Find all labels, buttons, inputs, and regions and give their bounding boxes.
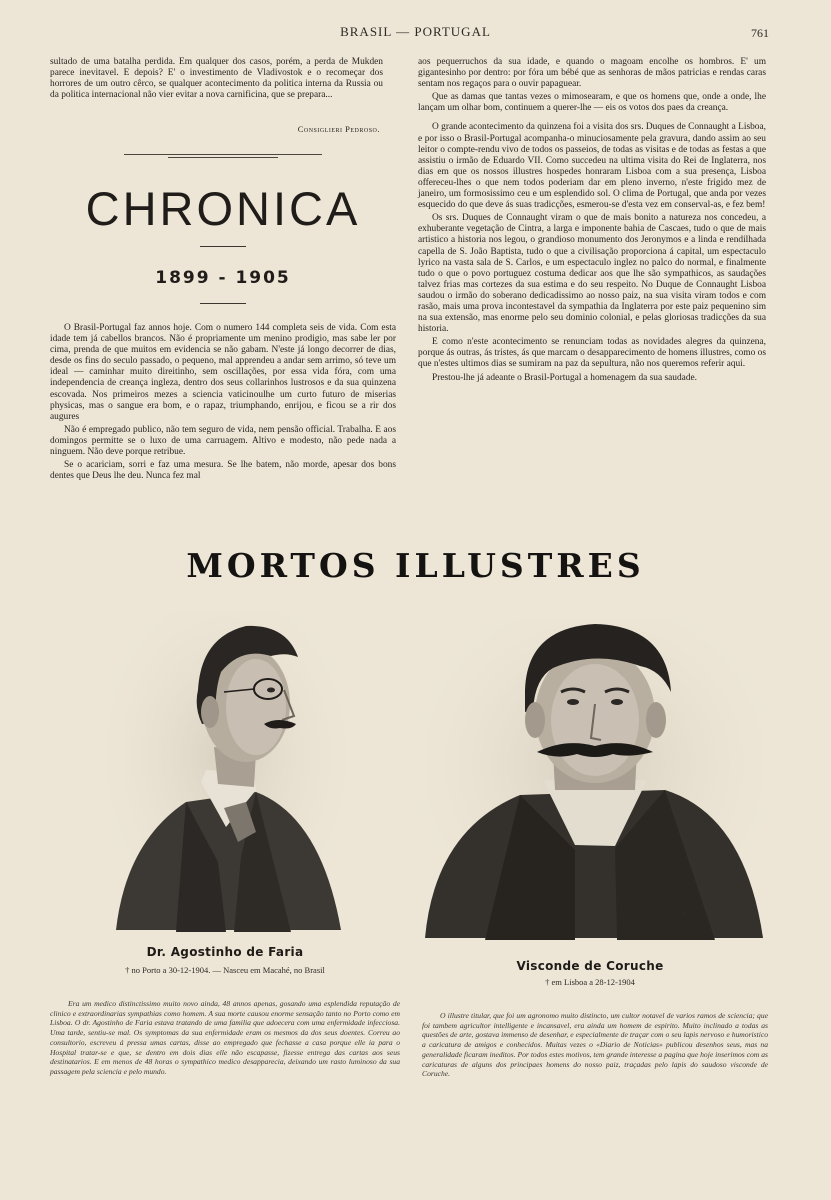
- right-paragraph: Que as damas que tantas vezes o mimosearam, e que os homens que, onde a onde, lhe lançam um olhar bom, continuem a querer-lhe — eis os votos dos paes da creança.: [418, 92, 766, 114]
- right-paragraph: aos pequerruchos da sua idade, e quando o magoam encolhe os hombros. E' um gigantesinho por dentro: por fóra um bébé que as senhoras de mãos patricias e rendas caras sentam nos regaços para o ouvir papaguear.: [418, 57, 766, 90]
- caption-name-left: Dr. Agostinho de Faria: [146, 945, 304, 959]
- caption-name-right: Visconde de Coruche: [516, 959, 664, 973]
- bio-text-right: O illustre titular, que foi um agronomo muito distincto, um cultor notavel de varios ramos de sciencia; que foi tambem agricultor intelligente e incansavel, era ainda um homem de espirito. Muito inclinado a todas as questões de arte, gostava immenso de desenhar, e especialmente de traçar com o seu lapis nervoso e humoristico a caricatura de amigos e conhecidos. Muitas vezes o «Diario de Noticias» publicou desenhos seus, mas na generalidade ficaram ineditos. Por todos estes motivos, tem grande interesse a pagina que hoje inserimos com as caricaturas de alguns dos principaes homens do nosso paiz, traçadas pelo lapis do saudoso visconde de Coruche.: [422, 1011, 768, 1079]
- chronica-paragraph: Se o acariciam, sorri e faz uma mesura. Se lhe batem, não morde, apesar dos bons dentes que Deus lhe deu. Nunca fez mal: [50, 460, 396, 482]
- right-paragraph: E como n'este acontecimento se renunciam todas as novidades alegres da quinzena, porque ás outras, ás tristes, ás que marcam o desapparecimento de homens illustres, como os que n'estes ultimos dias se sumiram na paz da sepultura, não nos queremos referir aqui.: [418, 337, 766, 370]
- page-number: 761: [751, 26, 769, 40]
- right-paragraph: O grande acontecimento da quinzena foi a visita dos srs. Duques de Connaught a Lisboa, e por isso o Brasil-Portugal acompanha-o minuciosamente pela gravura, dando assim ao seu leitor o compte-rendu vivo de todos os passeios, de todas as visitas e de todas as festas a que assistiu o irmão de Eduardo VII. Como succedeu na ultima visita do Rei de Inglaterra, nos dias em que os nossos illustres hospedes honraram Lisboa com a sua presença, Lisboa offereceu-lhes o que nem todos poderiam dar em pleno inverno, n'este frigido mez de janeiro, um formosissimo ceu e um esplendido sol. O clima de Portugal, que anda por vezes esquecido do que deve ás suas tradicções, esmerou-se d'esta vez em conserval-as, e fez bem!: [418, 122, 766, 211]
- portrait-agostinho-de-faria: [106, 612, 346, 932]
- mortos-illustres-title: MORTOS ILLUSTRES: [186, 546, 645, 585]
- right-column: [418, 57, 766, 386]
- bio-text-left: Era um medico distinctissimo muito novo ainda, 48 annos apenas, gosando uma esplendida reputação de clinico e extraordinarias sympathias como homem. A sua morte causou enorme sensação tanto no Porto como em Lisboa. O dr. Agostinho de Faria estava tratando de uma familia que adoecera com uma enfermidade infecciosa. Uma tarde, sentiu-se mal. Os symptomas da sua enfermidade eram os mesmos da dos seus doentes. Correu ao consultorio, escreveu á pressa umas cartas, disse ao empregado que fechasse a casa porque elle ia para o Hospital tratar-se e que, se dentro em dois dias elle não escapasse, fizesse entrega das cartas aos seus destinatarios. E em menos de 48 horas o sympathico medico desapparecia, deixando um rasto luminoso da sua passagem pela sciencia e pelo mundo.: [50, 999, 400, 1076]
- caption-sub-left: † no Porto a 30-12-1904. — Nasceu em Macahé, no Brasil: [125, 965, 325, 975]
- running-title: BRASIL — PORTUGAL: [340, 24, 491, 39]
- chronica-paragraph: O Brasil-Portugal faz annos hoje. Com o numero 144 completa seis de vida. Com esta idade tem já cabellos brancos. Não é propriamente um menino prodigio, mas sabe ler por cima, prenda de que muitos em evidencia se não gabam. N'este já longo decorrer de dias, desde os fins do seculo passado, o pequeno, mal apprendeu a andar sem arrimo, só teve um ideal — caminhar muito direitinho, sem oscillações, por essa vida fóra, com uma independencia de creança ingleza, dentro dos seus collarinhos lustrosos e da sua quinzena escovada. Nos primeiros mezes a sciencia vaticinoulhe um curto futuro de miserias physicas, mas o sangue era bom, e o rapaz, triumphando, enrijou, e ficou se a rir dos augures: [50, 323, 396, 422]
- bio-left: [50, 999, 400, 1077]
- chronica-title: CHRONICA: [85, 182, 361, 235]
- title-rule: [200, 246, 246, 247]
- ornamental-rule: [124, 151, 322, 159]
- continued-paragraph: sultado de uma batalha perdida. Em qualquer dos casos, porém, a perda de Mukden parece inevitavel. E depois? E' o investimento de Vladivostok e o recomeçar dos horrores de um outro cêrco, se qualquer acontecimento da politica interna da Russia ou da politica internacional não vier evitar a nova carnificina, que se prepara...: [50, 57, 383, 101]
- chronica-years: 1899 - 1905: [155, 268, 291, 288]
- chronica-paragraph: Não é empregado publico, não tem seguro de vida, nem pensão official. Trabalha. E aos domingos permitte se o luxo de uma carruagem. Altivo e modesto, não pede nada a ninguem. Não deve porque retribue.: [50, 424, 396, 458]
- portrait-visconde-de-coruche: [425, 620, 763, 940]
- author-signature: Consiglieri Pedroso.: [297, 124, 380, 134]
- right-paragraph: Os srs. Duques de Connaught viram o que de mais bonito a natureza nos concedeu, a exhuberante vegetação de Cintra, a larga e imponente bahia de Cascaes, tudo o que de mais artistico a historia nos legou, o grandioso monumento dos Jeronymos e a linda e rendilhada capella de S. João Baptista, tudo o que a civilisação proporciona á capital, um espectaculo lyrico na vasta sala de S. Carlos, e um espectaculo inglez no palco do normal, e finalmente tudo o que o povo portuguez costuma dedicar aos que lhe são sympathicos, as saudações talvez frias mas cortezes da sua estima e do seu respeito. No Duque de Connaught Lisboa saudou o irmão do soberano dedicadissimo ao nosso paiz, na sua visita viram todos e com rasão, mais uma prova incontestavel da sympathia da Inglaterra por este paiz pequenino sim na sua extensão, mas enorme pelo seu dominio colonial, e pelas gloriosas tradicções da sua historia.: [418, 213, 766, 335]
- years-rule: [200, 303, 246, 304]
- right-paragraph: Prestou-lhe já adeante o Brasil-Portugal a homenagem da sua saudade.: [432, 372, 698, 383]
- chronica-column: [50, 323, 396, 484]
- bio-right: [422, 1011, 768, 1079]
- caption-sub-right: † em Lisboa a 28-12-1904: [545, 977, 635, 987]
- engraver-mark-icon: ~: [681, 910, 686, 918]
- left-top-column: [50, 57, 383, 103]
